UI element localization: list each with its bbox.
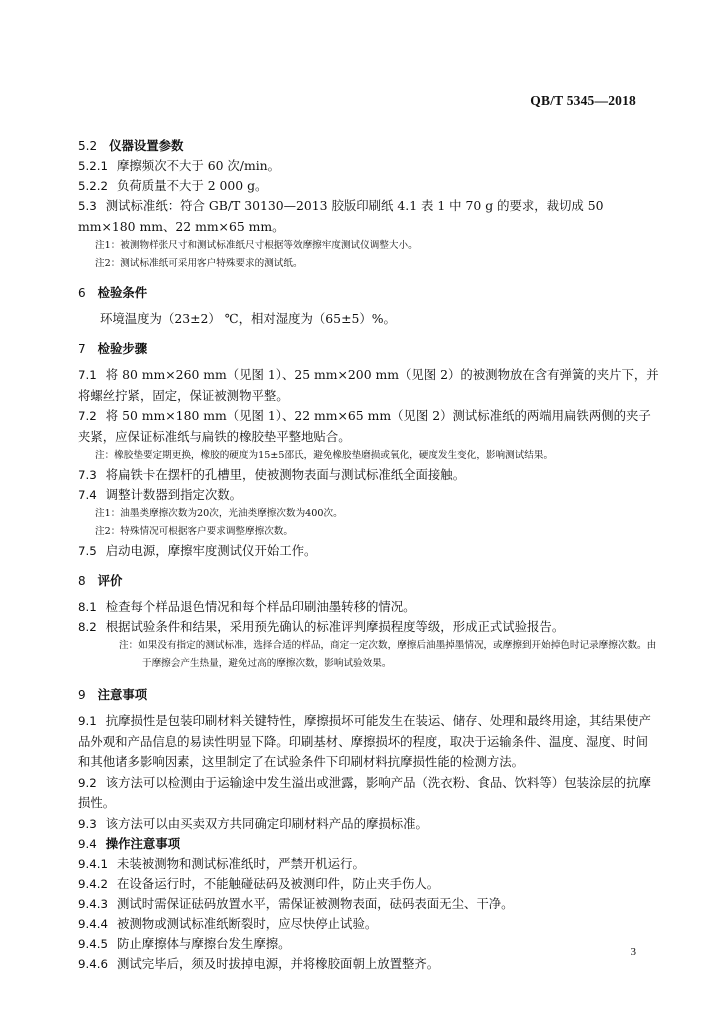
clause-title: 评价 bbox=[97, 573, 123, 588]
clause-title: 注意事项 bbox=[97, 687, 148, 702]
clause-9-4-4 bbox=[78, 914, 660, 934]
clause-number: 5.3 bbox=[78, 199, 97, 213]
clause-6-heading bbox=[78, 283, 660, 303]
clause-number: 9.4.1 bbox=[78, 856, 109, 871]
clause-text: 测试标准纸：符合 GB/T 30130—2013 胶版印刷纸 4.1 表 1 中 70 g 的要求，裁切成 50 mm×180 mm、22 mm×65 mm。 bbox=[78, 198, 604, 234]
document-body bbox=[78, 136, 660, 974]
clause-text: 未装被测物和测试标准纸时，严禁开机运行。 bbox=[117, 855, 365, 871]
clause-6-text: 环境温度为（23±2） ℃，相对湿度为（65±5）%。 bbox=[100, 311, 396, 326]
clause-number: 7.4 bbox=[78, 488, 97, 502]
clause-number: 8.2 bbox=[78, 620, 97, 634]
clause-7-3 bbox=[78, 465, 660, 485]
clause-text: 将 80 mm×260 mm（见图 1）、25 mm×200 mm（见图 2）的被测物放在含有弹簧的夹片下，并将螺丝拧紧，固定，保证被测物平整。 bbox=[78, 367, 659, 403]
clause-number: 9.4.2 bbox=[78, 876, 109, 891]
clause-title: 操作注意事项 bbox=[105, 835, 181, 851]
note-7-4-1: 注1：油墨类摩擦次数为20次，光油类摩擦次数为400次。 bbox=[95, 508, 343, 519]
clause-9-4-heading bbox=[78, 834, 660, 854]
clause-number: 7.5 bbox=[78, 544, 97, 558]
clause-9-2 bbox=[78, 773, 660, 814]
clause-number: 5.2 bbox=[78, 139, 98, 153]
clause-8-heading bbox=[78, 571, 660, 591]
page-number: 3 bbox=[630, 946, 636, 958]
clause-text: 该方法可以检测由于运输途中发生溢出或泄露，影响产品（洗衣粉、食品、饮料等）包装涂层的抗摩损性。 bbox=[78, 774, 651, 810]
clause-text: 该方法可以由买卖双方共同确定印刷材料产品的摩损标准。 bbox=[105, 815, 428, 831]
clause-7-5 bbox=[78, 541, 660, 561]
clause-7-heading bbox=[78, 339, 660, 359]
clause-number: 5.2.2 bbox=[78, 179, 109, 193]
clause-title: 检验条件 bbox=[97, 285, 148, 300]
clause-text: 调整计数器到指定次数。 bbox=[105, 487, 243, 502]
clause-text: 负荷质量不大于 2 000 g。 bbox=[117, 178, 268, 193]
note-7-2: 注：橡胶垫要定期更换，橡胶的硬度为15±5邵氏，避免橡胶垫磨损或氧化，硬度发生变化，影响测试结果。 bbox=[95, 450, 554, 461]
clause-number: 7.3 bbox=[78, 468, 97, 482]
clause-text: 检查每个样品退色情况和每个样品印刷油墨转移的情况。 bbox=[105, 599, 416, 614]
clause-number: 6 bbox=[78, 286, 86, 300]
note-5-3-1: 注1：被测物样张尺寸和测试标准纸尺寸根据等效摩擦牢度测试仪调整大小。 bbox=[95, 240, 418, 251]
clause-number: 9.3 bbox=[78, 816, 97, 831]
clause-text: 根据试验条件和结果，采用预先确认的标准评判摩损程度等级，形成正式试验报告。 bbox=[105, 619, 565, 634]
clause-9-1 bbox=[78, 711, 660, 773]
clause-text: 测试时需保证砝码放置水平，需保证被测物表面，砝码表面无尘、干净。 bbox=[117, 895, 514, 911]
clause-number: 9.1 bbox=[78, 714, 97, 728]
clause-text: 测试完毕后，须及时拔掉电源，并将橡胶面朝上放置整齐。 bbox=[117, 955, 440, 971]
clause-title: 仪器设置参数 bbox=[109, 138, 184, 153]
clause-text: 将扁铁卡在摆杆的孔槽里，使被测物表面与测试标准纸全面接触。 bbox=[105, 467, 466, 482]
clause-5-2-1 bbox=[78, 156, 660, 176]
clause-number: 7.2 bbox=[78, 409, 97, 423]
standard-number-header: QB/T 5345—2018 bbox=[530, 93, 636, 108]
note-5-3-2: 注2：测试标准纸可采用客户特殊要求的测试纸。 bbox=[95, 258, 303, 269]
clause-number: 9.4.5 bbox=[78, 936, 109, 951]
clause-number: 9 bbox=[78, 688, 86, 702]
clause-number: 9.4.4 bbox=[78, 916, 109, 931]
clause-number: 9.4 bbox=[78, 836, 97, 851]
clause-number: 9.4.3 bbox=[78, 896, 109, 911]
clause-9-4-5 bbox=[78, 934, 660, 954]
clause-7-2 bbox=[78, 406, 660, 447]
clause-9-4-6 bbox=[78, 954, 660, 974]
clause-number: 8 bbox=[78, 574, 86, 588]
clause-number: 8.1 bbox=[78, 600, 97, 614]
clause-text: 抗摩损性是包装印刷材料关键特性，摩擦损坏可能发生在装运、储存、处理和最终用途，其结果使产品外观和产品信息的易读性明显下降。印刷基材、摩擦损坏的程度，取决于运输条件、温度、湿度、时间和其他诸多影响因素，这里制定了在试验条件下印刷材料抗摩损性能的检测方法。 bbox=[78, 713, 651, 769]
clause-9-4-2 bbox=[78, 874, 660, 894]
clause-5-3 bbox=[78, 196, 660, 237]
clause-number: 5.2.1 bbox=[78, 159, 109, 173]
clause-number: 9.2 bbox=[78, 775, 97, 790]
clause-text: 将 50 mm×180 mm（见图 1）、22 mm×65 mm（见图 2）测试标准纸的两端用扁铁两侧的夹子夹紧，应保证标准纸与扁铁的橡胶垫平整地贴合。 bbox=[78, 408, 651, 444]
clause-text: 启动电源，摩擦牢度测试仪开始工作。 bbox=[105, 543, 317, 558]
clause-text: 被测物或测试标准纸断裂时，应尽快停止试验。 bbox=[117, 915, 378, 931]
clause-9-3 bbox=[78, 814, 660, 834]
clause-7-4 bbox=[78, 485, 660, 505]
clause-8-1 bbox=[78, 597, 660, 617]
clause-number: 7 bbox=[78, 342, 86, 356]
clause-9-4-1 bbox=[78, 854, 660, 874]
clause-9-heading bbox=[78, 685, 660, 705]
note-8-2: 注：如果没有指定的测试标准，选择合适的样品，商定一定次数，摩擦后油墨掉墨情况，或摩擦到开始掉色时记录摩擦次数。由于摩擦会产生热量，避免过高的摩擦次数，影响试验效果。 bbox=[119, 640, 657, 669]
clause-5-2-heading bbox=[78, 136, 660, 156]
clause-8-2 bbox=[78, 617, 660, 637]
clause-text: 防止摩擦体与摩擦台发生摩擦。 bbox=[117, 935, 291, 951]
clause-number: 7.1 bbox=[78, 368, 97, 382]
clause-title: 检验步骤 bbox=[97, 341, 148, 356]
clause-number: 9.4.6 bbox=[78, 956, 109, 971]
clause-text: 摩擦频次不大于 60 次/min。 bbox=[117, 158, 281, 173]
note-7-4-2: 注2：特殊情况可根据客户要求调整摩擦次数。 bbox=[95, 526, 293, 537]
clause-text: 在设备运行时，不能触碰砝码及被测印件，防止夹手伤人。 bbox=[117, 875, 440, 891]
clause-5-2-2 bbox=[78, 176, 660, 196]
clause-7-1 bbox=[78, 365, 660, 406]
clause-9-4-3 bbox=[78, 894, 660, 914]
